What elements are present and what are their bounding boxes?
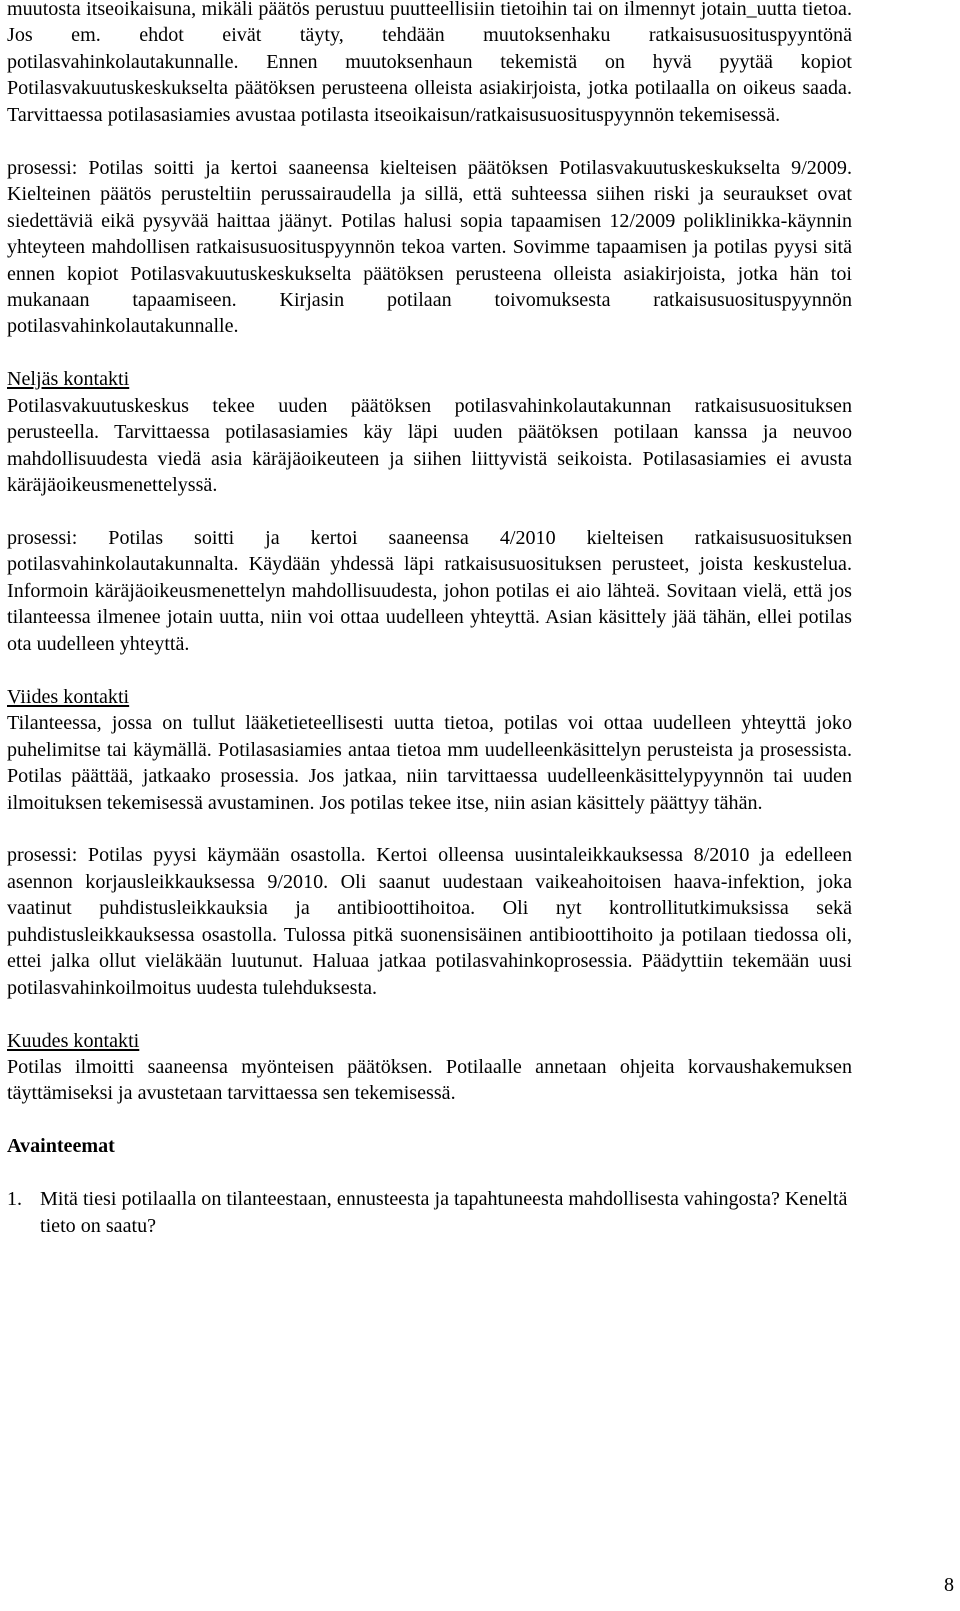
fourth-contact-text: Potilasvakuutuskeskus tekee uuden päätöksen potilasvahinkolautakunnan ratkaisusuosituksen perusteella. Tarvittaessa potilasasiamies käy läpi uuden päätöksen potilaan kanssa ja neuvoo mahdollisuudesta viedä asia käräjäoikeuteen ja siihen liittyvistä seikoista. Potilasasiamies ei avusta käräjäoikeusmenettelyssä. (7, 394, 852, 497)
document-page (7, 0, 852, 1239)
page-number: 8 (943, 1574, 954, 1596)
list-item-text: Mitä tiesi potilaalla on tilanteestaan, ennusteesta ja tapahtuneesta mahdollisesta vahingosta? Keneltä tieto on saatu? (40, 1188, 848, 1237)
list-item-number: 1. (7, 1188, 23, 1211)
process-paragraph-2: prosessi: Potilas soitti ja kertoi saaneensa 4/2010 kielteisen ratkaisusuosituksen potilasvahinkolautakunnalta. Käydään yhdessä läpi ratkaisusuosituksen perusteet, joista keskustelua. Informoin käräjäoikeusmenettelyn mahdollisuudesta, johon potilas ei aio lähteä. Sovitaan vielä, että jos tilanteessa ilmenee jotain uutta, niin voi ottaa uudelleen yhteyttä. Asian käsittely jää tähän, ellei potilas ota uudelleen yhteyttä. (7, 527, 852, 655)
list-item (7, 1186, 852, 1239)
paragraph-gap (7, 499, 852, 525)
keywords-list (7, 1186, 852, 1239)
section-heading-fourth-contact: Neljäs kontakti (7, 368, 130, 391)
paragraph-gap (7, 816, 852, 842)
paragraph-gap (7, 128, 852, 154)
fifth-contact-text: Tilanteessa, jossa on tullut lääketieteellisesti uutta tietoa, potilas voi ottaa uudelleen yhteyttä joko puhelimitse tai käymällä. Potilasasiamies antaa tietoa mm uudelleenkäsittelyn perusteista ja prosessista. Potilas päättää, jatkaako prosessia. Jos jatkaa, niin tarvittaessa uudelleenkäsittelypyynnön tai uuden ilmoituksen tekemisessä avustaminen. Jos potilas tekee itse, niin asian käsittely päättyy tähän. (7, 712, 852, 814)
process-paragraph-3: prosessi: Potilas pyysi käymään osastolla. Kertoi olleensa uusintaleikkauksessa 8/2010 ja edelleen asennon korjausleikkauksessa 9/2010. Oli saanut uudestaan vaikeahoitoisen haava-infektion, joka vaatinut puhdistusleikkauksia ja antibioottihoitoa. Oli nyt kontrollitutkimuksissa sekä puhdistusleikkauksessa osastolla. Tulossa pitkä suonensisäinen antibioottihoito ja potilaan tiedossa oli, ettei jalka ollut vieläkään luutunut. Haluaa jatkaa potilasvahinkoprosessia. Päädyttiin tekemään uusi potilasvahinkoilmoitus uudesta tulehduksesta. (7, 844, 852, 999)
paragraph-gap (7, 340, 852, 366)
paragraph-gap (7, 657, 852, 683)
section-heading-sixth-contact: Kuudes kontakti (7, 1029, 140, 1052)
process-paragraph-1: prosessi: Potilas soitti ja kertoi saaneensa kielteisen päätöksen Potilasvakuutuskeskukselta 9/2009. Kielteinen päätös perusteltiin perussairaudella ja sillä, että suhteessa siihen riski ja seuraukset ovat siedettäviä eikä pysyvää haittaa jäänyt. Potilas halusi sopia tapaamisen 12/2009 poliklinikka-käynnin yhteyteen mahdollisen ratkaisusuosituspyynnön tekoa varten. Sovimme tapaamisen ja potilas pyysi sitä ennen kopiot Potilasvakuutuskeskukselta päätöksen perusteena olleista asiakirjoista, jotka hän toi mukanaan tapaamiseen. Kirjasin potilaan toivomuksesta ratkaisusuosituspyynnön potilasvahinkolautakunnalle. (7, 156, 852, 338)
section-heading-fifth-contact: Viides kontakti (7, 685, 130, 708)
paragraph-gap (7, 1160, 852, 1186)
keywords-heading: Avainteemat (7, 1135, 115, 1158)
paragraph-gap (7, 1001, 852, 1027)
paragraph-gap (7, 1107, 852, 1133)
intro-paragraph: muutosta itseoikaisuna, mikäli päätös perustuu puutteellisiin tietoihin tai on ilmennyt jotain_uutta tietoa. Jos em. ehdot eivät täyty, tehdään muutoksenhaku ratkaisusuosituspyyntönä potilasvahinkolautakunnalle. Ennen muutoksenhaun tekemistä on hyvä pyytää kopiot Potilasvakuutuskeskukselta päätöksen perusteena olleista asiakirjoista, jotka potilaalla on oikeus saada. Tarvittaessa potilasasiamies avustaa potilasta itseoikaisun/ratkaisusuosituspyynnön tekemisessä. (7, 0, 852, 126)
sixth-contact-text: Potilas ilmoitti saaneensa myönteisen päätöksen. Potilaalle annetaan ohjeita korvaushakemuksen täyttämiseksi ja avustetaan tarvittaessa sen tekemisessä. (7, 1056, 852, 1105)
